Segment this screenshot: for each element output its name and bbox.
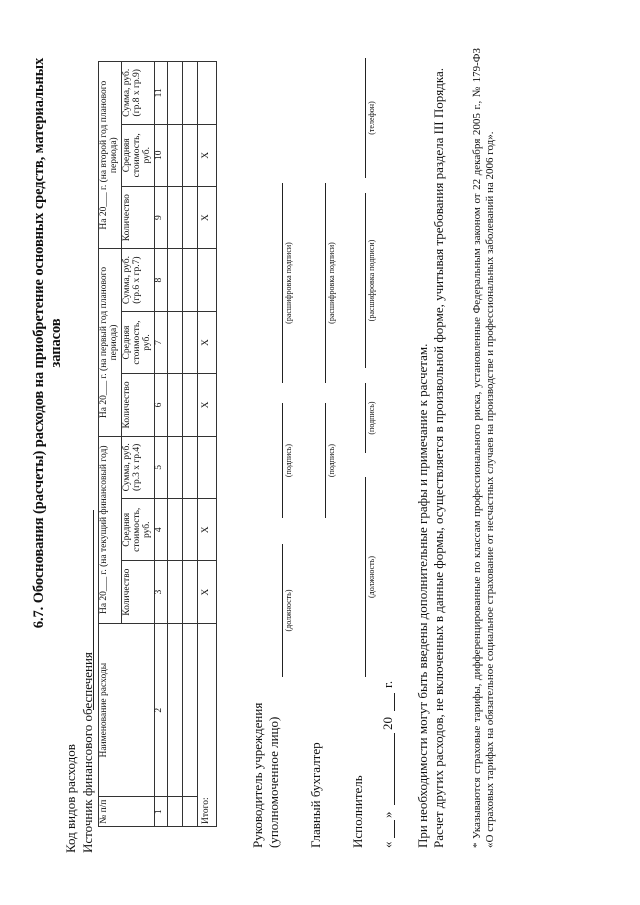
- total-cell: Х: [197, 498, 216, 560]
- total-cell: Х: [197, 373, 216, 435]
- executor-phone-line: [365, 58, 366, 178]
- accountant-decode-line: [325, 183, 326, 383]
- header-sum: Сумма, руб. (гр.6 х гр.7): [121, 248, 154, 310]
- total-cell: Х: [197, 560, 216, 622]
- header-qty: Количество: [121, 560, 154, 622]
- table-cell: [167, 436, 182, 498]
- total-cell: Х: [197, 186, 216, 248]
- head-decode-line: [282, 183, 283, 383]
- table-cell: [182, 498, 197, 560]
- note-paragraph: При необходимости могут быть введены дополнительные графы и примечание к расчетам.: [415, 343, 430, 848]
- table-cell: [167, 623, 182, 797]
- table-cell: [167, 498, 182, 560]
- table-cell: [167, 797, 182, 827]
- note-paragraph: Расчет других расходов, не включенных в данные формы, осуществляется в произвольной форме, учитывая требования раздела III Порядка.: [431, 67, 446, 848]
- header-qty: Количество: [121, 186, 154, 248]
- header-period-plan-2: На 20___ г. (на второй год планового периода): [99, 61, 122, 248]
- head-signature-line: [282, 403, 283, 518]
- date-year-prefix: 20: [380, 716, 395, 730]
- table-row-empty: [167, 61, 182, 826]
- column-number: 1: [154, 797, 167, 827]
- table-cell: [182, 623, 197, 797]
- table-cell: [182, 436, 197, 498]
- total-cell: [197, 248, 216, 310]
- accountant-signature-caption: (подпись): [327, 443, 336, 477]
- total-cell: Х: [197, 124, 216, 186]
- head-label-line2: (уполномоченное лицо): [266, 716, 281, 848]
- table-cell: [182, 248, 197, 310]
- table-row-empty: [182, 61, 197, 826]
- executor-signature-caption: (подпись): [367, 400, 376, 435]
- executor-signature-line: [365, 383, 366, 453]
- head-signature-caption: (подпись): [284, 443, 293, 477]
- head-position-line: [282, 544, 283, 677]
- date-year-suffix: г.: [380, 680, 395, 688]
- head-label-line1: Руководитель учреждения: [250, 702, 265, 848]
- funding-source-label: Источник финансового обеспечения: [80, 651, 95, 853]
- column-number: 4: [154, 498, 167, 560]
- table-cell: [182, 124, 197, 186]
- header-period-plan-1: На 20___ г. (на первый год планового периода): [99, 248, 122, 435]
- rotated-document-page: [20, 13, 620, 893]
- header-avg-cost: Средняя стоимость, руб.: [121, 498, 154, 560]
- head-decode-caption: (расшифровка подписи): [284, 241, 293, 324]
- date-day-line: [394, 820, 395, 838]
- accountant-signature-line: [325, 403, 326, 518]
- executor-label: Исполнитель: [350, 774, 365, 848]
- column-number-row: [154, 61, 167, 826]
- notes: [415, 48, 447, 848]
- executor-decode-caption: (расшифровка подписи): [367, 239, 376, 321]
- header-avg-cost: Средняя стоимость, руб.: [121, 311, 154, 373]
- table-cell: [167, 248, 182, 310]
- column-number: 11: [154, 61, 167, 124]
- header-avg-cost: Средняя стоимость, руб.: [121, 124, 154, 186]
- header-sum: Сумма, руб. (гр.3 х гр.4): [121, 436, 154, 498]
- column-number: 3: [154, 560, 167, 622]
- column-number: 6: [154, 373, 167, 435]
- date-year-line: [394, 693, 395, 711]
- executor-position-caption: (должность): [367, 555, 376, 598]
- date-month-line: [394, 733, 395, 805]
- column-number: 5: [154, 436, 167, 498]
- total-cell: [197, 61, 216, 124]
- executor-phone-caption: (телефон): [367, 100, 376, 135]
- table-cell: [182, 311, 197, 373]
- total-label: Итого:: [197, 623, 216, 826]
- funding-source-fill-line: [93, 510, 94, 710]
- table-cell: [167, 61, 182, 124]
- column-number: 8: [154, 248, 167, 310]
- column-number: 10: [154, 124, 167, 186]
- executor-decode-line: [365, 193, 366, 368]
- footnote: * Указываются страховые тарифы, дифференцированные по классам профессионального риска, установленные Федеральным законом от 22 декабря 2005 г., № 179-ФЗ «О страховых тарифах на обязательное социальное страхование от несчастных случаев на производстве и профессиональных заболеваний на 2006 год».: [471, 47, 496, 848]
- table-cell: [182, 61, 197, 124]
- table-cell: [167, 373, 182, 435]
- head-position-caption: (должность): [284, 589, 293, 631]
- table-cell: [182, 560, 197, 622]
- total-cell: [197, 436, 216, 498]
- header-num: № п/п: [99, 797, 155, 827]
- table-cell: [182, 797, 197, 827]
- accountant-decode-caption: (расшифровка подписи): [327, 241, 336, 324]
- column-number: 2: [154, 623, 167, 797]
- table-cell: [167, 124, 182, 186]
- total-cell: Х: [197, 311, 216, 373]
- date-close-quote: »: [380, 811, 395, 818]
- column-number: 7: [154, 311, 167, 373]
- table-cell: [167, 311, 182, 373]
- section-title: 6.7. Обоснования (расчеты) расходов на приобретение основных средств, материальных запасов: [31, 57, 64, 628]
- expenses-table: [98, 61, 217, 827]
- table-cell: [167, 560, 182, 622]
- accountant-label: Главный бухгалтер: [308, 741, 323, 848]
- header-qty: Количество: [121, 373, 154, 435]
- total-row: [197, 61, 216, 826]
- expense-type-code-label: Код видов расходов: [63, 743, 78, 853]
- table-cell: [167, 186, 182, 248]
- header-name: Наименование расходы: [99, 623, 155, 797]
- date-open-quote: «: [380, 841, 395, 848]
- table-cell: [182, 373, 197, 435]
- table-cell: [182, 186, 197, 248]
- header-sum: Сумма, руб. (гр.8 х гр.9): [121, 61, 154, 124]
- column-number: 9: [154, 186, 167, 248]
- header-period-current: На 20___ г. (на текущий финансовый год): [99, 436, 122, 623]
- executor-position-line: [365, 477, 366, 677]
